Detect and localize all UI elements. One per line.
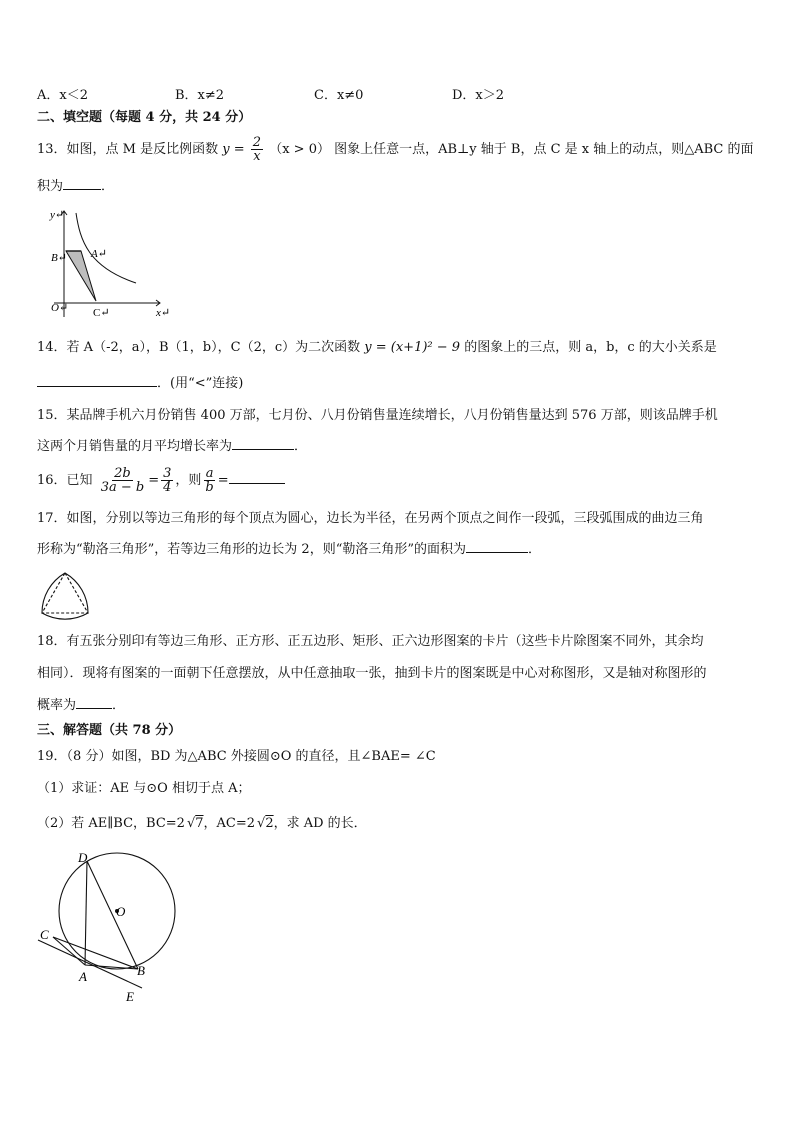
question-19-sub2 bbox=[37, 813, 367, 835]
question-13-line2 bbox=[37, 177, 114, 196]
q14-function: y = (x+1)² − 9 bbox=[364, 340, 461, 355]
q13-label-a: A↵ bbox=[91, 248, 107, 260]
question-17-line2 bbox=[37, 540, 541, 559]
q16-frac2-num: 3 bbox=[163, 466, 172, 481]
q13-answer-blank bbox=[63, 177, 101, 190]
question-18-line3 bbox=[37, 696, 125, 715]
q13-figure bbox=[48, 205, 171, 321]
question-14-line2 bbox=[37, 374, 243, 393]
q13-fn-lhs: y = bbox=[222, 142, 245, 157]
q15-answer-blank bbox=[232, 437, 294, 450]
q19-circle-figure bbox=[30, 845, 175, 1005]
q13-fraction bbox=[251, 136, 263, 163]
q18-line3-end: ． bbox=[112, 698, 126, 713]
q13-line2-text: 积为 bbox=[37, 179, 64, 194]
q13-label-y: y↵ bbox=[50, 209, 65, 221]
q15-line2-text: 这两个月销售量的月平均增长率为 bbox=[37, 439, 233, 454]
q16-text-2: ，则 bbox=[175, 473, 202, 488]
question-18-line2: 相同）．现将有图案的一面朝下任意摆放，从中任意抽取一张，抽到卡片的图案既是中心对称图形，又是轴对称图形的 bbox=[37, 666, 707, 681]
q16-fraction-1 bbox=[99, 467, 147, 494]
q12-option-a: A．x＜2 bbox=[37, 88, 88, 103]
q17-line2-text: 形称为“勒洛三角形”，若等边三角形的边长为 2，则“勒洛三角形”的面积为 bbox=[37, 542, 466, 557]
q13-frac-num: 2 bbox=[252, 135, 262, 150]
question-19-line1: 19．（8 分）如图，BD 为△ABC 外接圆⊙O 的直径，且∠BAE= ∠C bbox=[37, 749, 436, 764]
q19-sub2-text-c: ，求 AD 的长． bbox=[273, 816, 367, 831]
q14-text-2: 的图象上的三点，则 a，b，c 的大小关系是 bbox=[464, 340, 717, 355]
q16-answer-blank bbox=[229, 471, 285, 484]
q16-text-1: 16．已知 bbox=[37, 473, 93, 488]
question-17-line1: 17．如图，分别以等边三角形的每个顶点为圆心，边长为半径，在另两个顶点之间作一段弧，三段弧围成的曲边三角 bbox=[37, 511, 704, 526]
q17-inner-triangle bbox=[42, 573, 88, 613]
q18-line3-text: 概率为 bbox=[37, 698, 77, 713]
q19-tangent-ae bbox=[38, 940, 142, 988]
question-18-line1: 18．有五张分别印有等边三角形、正方形、正五边形、矩形、正六边形图案的卡片（这些卡片除图案不同外，其余均 bbox=[37, 634, 704, 649]
q12-option-b: B．x≠2 bbox=[175, 88, 225, 103]
q12-option-d: D．x＞2 bbox=[452, 88, 505, 103]
q15-line2-end: ． bbox=[294, 439, 308, 454]
q16-frac3-den: b bbox=[205, 480, 214, 495]
section-2-title: 二、填空题（每题 4 分，共 24 分） bbox=[37, 110, 252, 125]
q16-text-3: = bbox=[217, 473, 229, 488]
q16-frac2-den: 4 bbox=[163, 480, 172, 495]
q12-option-c: C．x≠0 bbox=[314, 88, 364, 103]
q19-label-d: D bbox=[78, 850, 88, 865]
q19-label-e: E bbox=[126, 989, 134, 1004]
q19-sqrt-2-radicand: 2 bbox=[265, 816, 274, 831]
q13-label-b: B↵ bbox=[51, 252, 67, 264]
q19-label-c: C bbox=[40, 927, 49, 942]
q17-answer-blank bbox=[466, 540, 528, 553]
q17-reuleaux-figure bbox=[34, 568, 96, 618]
q16-frac3-num: a bbox=[205, 466, 214, 481]
q17-reuleaux-arcs bbox=[42, 573, 88, 619]
q19-label-a: A bbox=[79, 969, 87, 984]
q19-sqrt-7: √7 bbox=[186, 816, 204, 831]
question-15-line2 bbox=[37, 437, 307, 456]
q13-frac-den: x bbox=[253, 149, 261, 164]
q13-fn-cond: （x > 0） bbox=[269, 142, 330, 157]
section-3-title: 三、解答题（共 78 分） bbox=[37, 723, 182, 738]
q14-answer-blank bbox=[37, 374, 157, 387]
q14-text-1: 14．若 A（-2，a），B（1，b），C（2，c）为二次函数 bbox=[37, 340, 361, 355]
q18-answer-blank bbox=[76, 696, 112, 709]
q13-line2-end: ． bbox=[101, 179, 115, 194]
q17-line2-end: ． bbox=[528, 542, 542, 557]
q13-label-x: x↵ bbox=[156, 307, 171, 319]
q19-sub2-text-a: （2）若 AE∥BC，BC=2 bbox=[37, 816, 185, 831]
question-14-line1 bbox=[37, 337, 717, 359]
q19-sqrt-7-radicand: 7 bbox=[195, 816, 204, 831]
q16-frac1-den: 3a − b bbox=[100, 480, 145, 495]
q16-equals: = bbox=[148, 473, 160, 488]
q19-sub2-text-b: ，AC=2 bbox=[203, 816, 256, 831]
q14-line2-end: ．(用“<”连接) bbox=[157, 376, 244, 391]
q19-sqrt-2: √2 bbox=[257, 816, 274, 831]
q16-frac1-num: 2b bbox=[114, 466, 131, 481]
q13-label-c: C↵ bbox=[93, 307, 110, 319]
q13-text-2: 图象上任意一点，AB⊥y 轴于 B，点 C 是 x 轴上的动点，则△ABC 的面 bbox=[334, 142, 754, 157]
q16-fraction-2 bbox=[161, 467, 173, 494]
q19-segment-ca bbox=[53, 937, 85, 965]
q13-label-o: O↵ bbox=[51, 302, 69, 314]
q19-label-b: B bbox=[137, 963, 145, 978]
q19-label-o: O bbox=[116, 904, 126, 919]
question-16 bbox=[37, 464, 285, 498]
question-19-sub1: （1）求证：AE 与⊙O 相切于点 A； bbox=[37, 781, 251, 796]
q13-text-1: 13．如图，点 M 是反比例函数 bbox=[37, 142, 219, 157]
q16-fraction-3 bbox=[203, 467, 215, 494]
question-13-line1 bbox=[37, 136, 754, 163]
question-15-line1: 15．某品牌手机六月份销售 400 万部，七月份、八月份销售量连续增长，八月份销售量达到 576 万部，则该品牌手机 bbox=[37, 408, 718, 423]
